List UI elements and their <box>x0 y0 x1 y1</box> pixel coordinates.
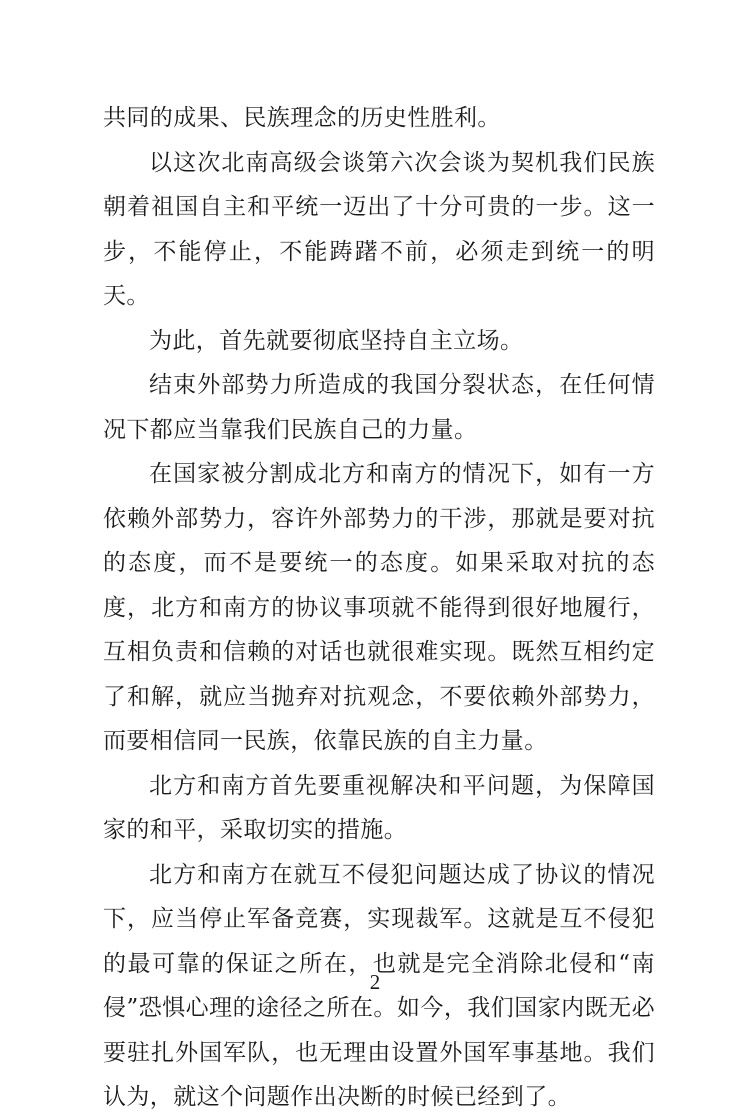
document-page <box>103 96 655 1120</box>
page-number: 2 <box>369 970 381 994</box>
paragraph-independent-stance: 为此，首先就要彻底坚持自主立场。 <box>149 327 524 354</box>
paragraph-non-aggression: 北方和南方在就互不侵犯问题达成了协议的情况下，应当停止军备竞赛，实现裁军。这就是互不侵犯的最可靠的保证之所在，也就是完全消除北侵和“南侵”恐惧心理的途径之所在。如今，我们国家内既无必要驻扎外国军队，也无理由设置外国军事基地。我们认为，就这个问题作出决断的时候已经到了。 <box>103 861 655 1110</box>
paragraph-summit-talks: 以这次北南高级会谈第六次会谈为契机我们民族朝着祖国自主和平统一迈出了十分可贵的一步。这一步，不能停止，不能踌躇不前，必须走到统一的明天。 <box>103 149 655 309</box>
paragraph-peace-issue: 北方和南方首先要重视解决和平问题，为保障国家的和平，采取切实的措施。 <box>103 772 655 843</box>
paragraph-end-division: 结束外部势力所造成的我国分裂状态，在任何情况下都应当靠我们民族自己的力量。 <box>103 372 655 443</box>
paragraph-continuation: 共同的成果、民族理念的历史性胜利。 <box>103 105 501 131</box>
paragraph-foreign-forces: 在国家被分割成北方和南方的情况下，如有一方依赖外部势力，容许外部势力的干涉，那就是要对抗的态度，而不是要统一的态度。如果采取对抗的态度，北方和南方的协议事项就不能得到很好地履行，互相负责和信赖的对话也就很难实现。既然互相约定了和解，就应当抛弃对抗观念，不要依赖外部势力，而要相信同一民族，依靠民族的自主力量。 <box>103 461 655 754</box>
